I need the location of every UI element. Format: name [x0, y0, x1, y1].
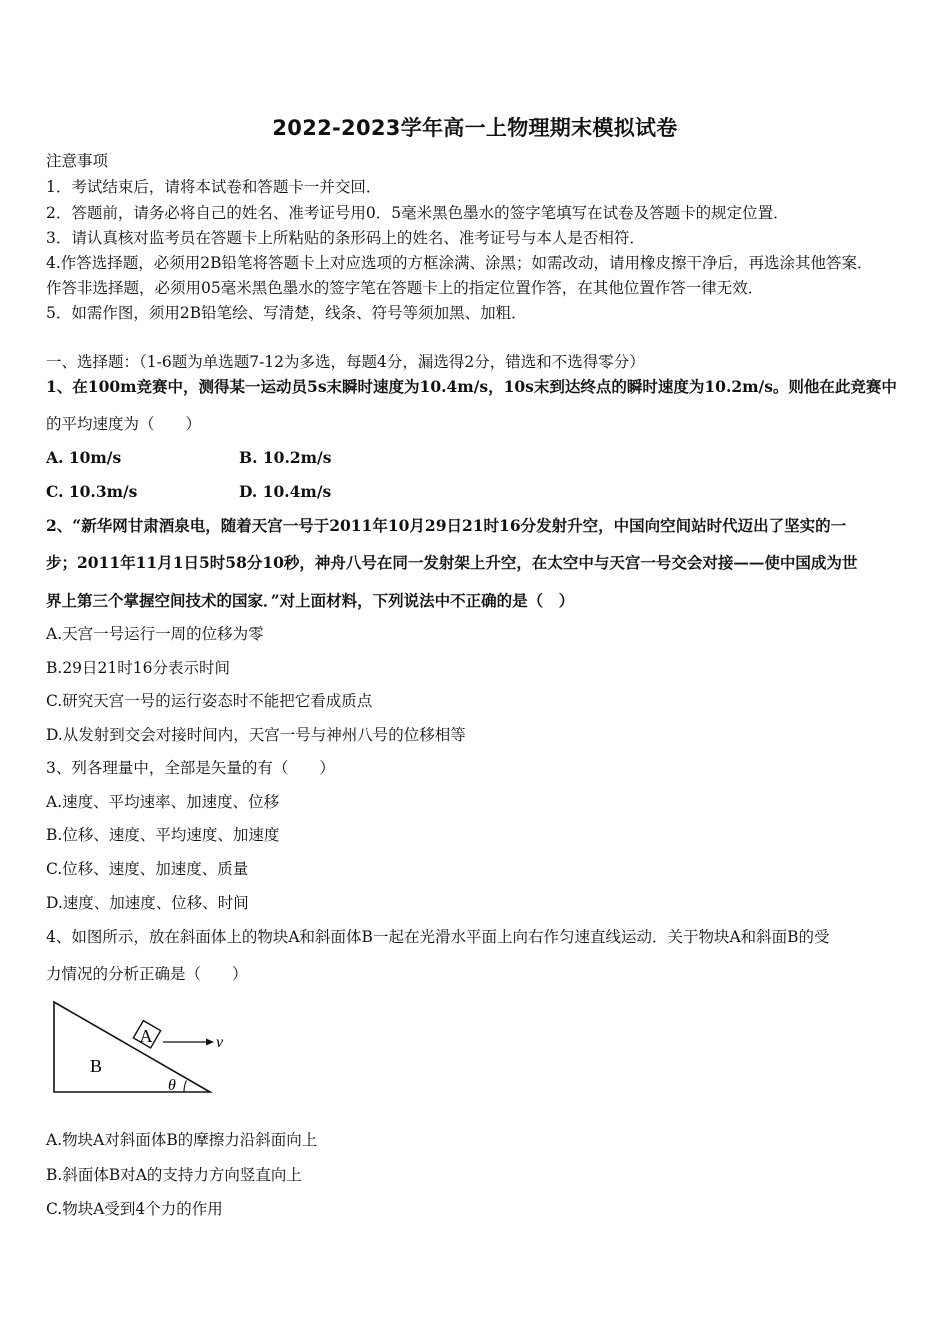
- incline-figure: [46, 996, 236, 1100]
- notice-item-2: 2．答题前，请务必将自己的姓名、准考证号用0．5毫米黑色墨水的签字笔填写在试卷及答题卡的规定位置．: [46, 204, 789, 222]
- question-1-stem-cont: 的平均速度为（ ）: [46, 415, 202, 433]
- question-3-option-c: C.位移、速度、加速度、质量: [46, 860, 249, 878]
- question-4-stem-cont: 力情况的分析正确是（ ）: [46, 965, 248, 983]
- question-3-stem: 3、列各理量中，全部是矢量的有（ ）: [46, 759, 335, 777]
- question-4-stem: 4、如图所示，放在斜面体上的物块A和斜面体B一起在光滑水平面上向右作匀速直线运动．关于物块A和斜面B的受: [46, 928, 830, 946]
- notice-item-4-cont: 作答非选择题，必须用05毫米黑色墨水的签字笔在答题卡上的指定位置作答，在其他位置作答一律无效．: [46, 279, 764, 297]
- velocity-label: v: [216, 1034, 224, 1051]
- question-2-option-d: D.从发射到交会对接时间内，天宫一号与神州八号的位移相等: [46, 726, 466, 744]
- angle-label: θ: [168, 1077, 176, 1094]
- question-4-option-a: A.物块A对斜面体B的摩擦力沿斜面向上: [46, 1131, 318, 1149]
- question-1-option-a: A. 10m/s: [46, 448, 122, 467]
- notice-item-1: 1．考试结束后，请将本试卷和答题卡一并交回．: [46, 178, 382, 196]
- block-a-label: A: [139, 1026, 153, 1046]
- question-4-option-b: B.斜面体B对A的支持力方向竖直向上: [46, 1166, 302, 1184]
- velocity-arrowhead: [206, 1039, 214, 1046]
- notice-item-4: 4.作答选择题，必须用2B铅笔将答题卡上对应选项的方框涂满、涂黑；如需改动，请用橡皮擦干净后，再选涂其他答案．: [46, 254, 873, 272]
- section-heading: 一、选择题：（1-6题为单选题7-12为多选，每题4分，漏选得2分，错选和不选得零分）: [46, 353, 645, 371]
- question-1-option-c: C. 10.3m/s: [46, 482, 138, 501]
- question-1-option-b: B. 10.2m/s: [239, 448, 332, 467]
- question-2-option-c: C.研究天宫一号的运行姿态时不能把它看成质点: [46, 692, 373, 710]
- question-1-option-d: D. 10.4m/s: [239, 482, 332, 501]
- question-2-stem: 2、“新华网甘肃酒泉电，随着天宫一号于2011年10月29日21时16分发射升空，中国向空间站时代迈出了坚实的一: [46, 516, 847, 535]
- notice-heading: 注意事项: [46, 152, 109, 170]
- question-2-option-a: A.天宫一号运行一周的位移为零: [46, 625, 264, 643]
- question-3-option-b: B.位移、速度、平均速度、加速度: [46, 826, 280, 844]
- question-2-stem-cont-1: 步；2011年11月1日5时58分10秒，神舟八号在同一发射架上升空，在太空中与天宫一号交会对接——使中国成为世: [46, 553, 858, 572]
- notice-item-3: 3．请认真核对监考员在答题卡上所粘贴的条形码上的姓名、准考证号与本人是否相符．: [46, 229, 645, 247]
- angle-arc: [184, 1081, 187, 1093]
- body-b-label: B: [90, 1056, 103, 1076]
- question-4-option-c: C.物块A受到4个力的作用: [46, 1200, 223, 1218]
- question-2-option-b: B.29日21时16分表示时间: [46, 659, 230, 677]
- page-title: 2022-2023学年高一上物理期末模拟试卷: [272, 116, 678, 140]
- incline-triangle: [54, 1002, 210, 1092]
- question-2-stem-cont-2: 界上第三个掌握空间技术的国家．”对上面材料，下列说法中不正确的是（ ）: [46, 591, 575, 610]
- notice-item-5: 5．如需作图，须用2B铅笔绘、写清楚，线条、符号等须加黑、加粗．: [46, 304, 527, 322]
- question-1-stem: 1、在100m竞赛中，测得某一运动员5s末瞬时速度为10.4m/s，10s末到达终点的瞬时速度为10.2m/s。则他在此竞赛中: [46, 377, 897, 396]
- question-3-option-a: A.速度、平均速率、加速度、位移: [46, 793, 280, 811]
- question-3-option-d: D.速度、加速度、位移、时间: [46, 894, 249, 912]
